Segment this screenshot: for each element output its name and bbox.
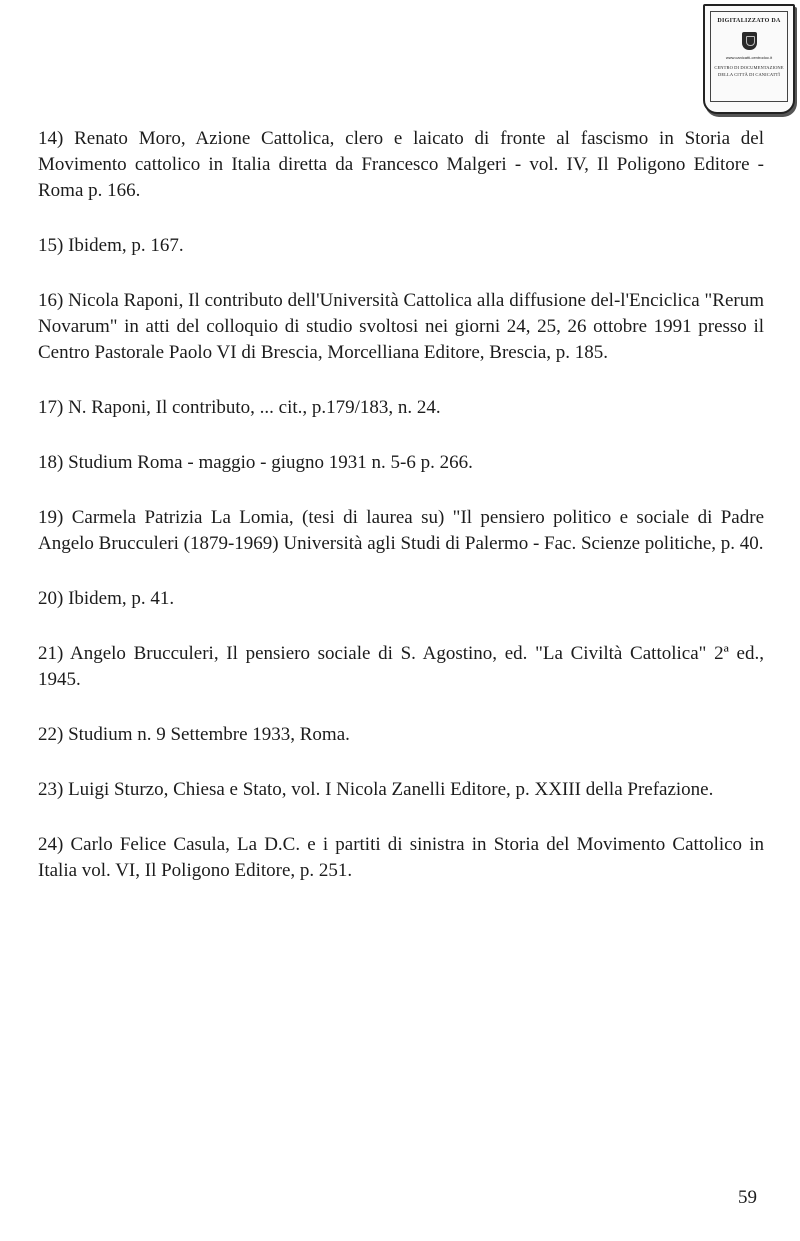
stamp-heading: DIGITALIZZATO DA xyxy=(717,18,781,24)
footnote-20: 20) Ibidem, p. 41. xyxy=(38,588,175,609)
footnote-24: 24) Carlo Felice Casula, La D.C. e i partiti di sinistra in Storia del Movimento Cattolico in Italia vol. VI, Il Poligono Editore, p. 251. xyxy=(38,834,764,881)
footnote-23: 23) Luigi Sturzo, Chiesa e Stato, vol. I Nicola Zanelli Editore, p. XXIII della Prefazione. xyxy=(38,779,714,800)
stamp-line-1: CENTRO DI DOCUMENTAZIONE xyxy=(714,65,784,70)
stamp-frame xyxy=(710,11,788,102)
footnote-17: 17) N. Raponi, Il contributo, ... cit., p.179/183, n. 24. xyxy=(38,397,441,418)
footnote-15: 15) Ibidem, p. 167. xyxy=(38,235,184,256)
crest-icon xyxy=(742,32,757,50)
stamp-line-2: DELLA CITTÀ DI CANICATTÌ xyxy=(717,72,781,77)
footnote-19: 19) Carmela Patrizia La Lomia, (tesi di laurea su) "Il pensiero politico e sociale di Padre Angelo Brucculeri (1879-1969) Università agli Studi di Palermo - Fac. Scienze politiche, p. 40. xyxy=(38,507,764,554)
page-number: 59 xyxy=(738,1187,757,1208)
digitization-stamp xyxy=(703,4,795,114)
footnote-18: 18) Studium Roma - maggio - giugno 1931 n. 5-6 p. 266. xyxy=(38,452,473,473)
footnote-21: 21) Angelo Brucculeri, Il pensiero sociale di S. Agostino, ed. "La Civiltà Cattolica" 2ª ed., 1945. xyxy=(38,643,764,690)
footnote-14: 14) Renato Moro, Azione Cattolica, clero e laicato di fronte al fascismo in Storia del Movimento cattolico in Italia diretta da Francesco Malgeri - vol. IV, Il Poligono Editore - Roma p. 166. xyxy=(38,128,764,201)
footnotes-list xyxy=(38,126,764,913)
stamp-url: www.canicatti-centrodoc.it xyxy=(725,55,773,60)
footnote-16: 16) Nicola Raponi, Il contributo dell'Università Cattolica alla diffusione del-l'Enciclica "Rerum Novarum" in atti del colloquio di studio svoltosi nei giorni 24, 25, 26 ottobre 1991 presso il Centro Pastorale Paolo VI di Brescia, Morcelliana Editore, Brescia, p. 185. xyxy=(38,290,764,363)
footnote-22: 22) Studium n. 9 Settembre 1933, Roma. xyxy=(38,724,350,745)
